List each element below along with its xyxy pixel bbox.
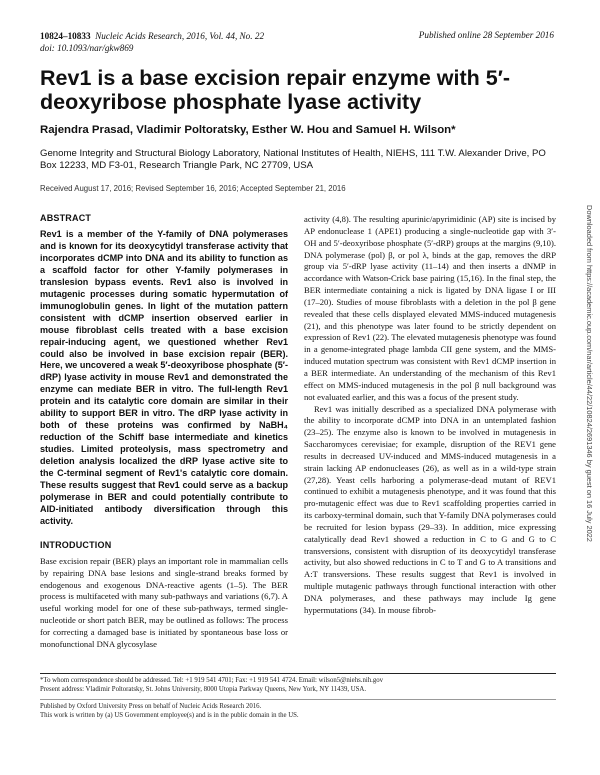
present-address-note: Present address: Vladimir Poltoratsky, St. Johns University, 8000 Utopia Parkway Queens, New York, NY 11439, USA. (40, 686, 367, 694)
introduction-heading: INTRODUCTION (40, 539, 112, 550)
journal-citation: Nucleic Acids Research, 2016, Vol. 44, No. 22 (95, 31, 265, 41)
publisher-line: Published by Oxford University Press on behalf of Nucleic Acids Research 2016. (40, 703, 262, 710)
publisher-notice (40, 702, 556, 720)
download-watermark-text: Downloaded from https://academic.oup.com/nar/article/44/22/10824/2691346 by guest on 16 July 2022 (585, 205, 594, 542)
intro-paragraph-2: Rev1 was initially described as a specialized DNA polymerase with the ability to incorporate dCMP into DNA in an untemplated fashion (23–25). The enzyme also is known to be involved in mutagenesis in Saccharomyces cerevisiae; for example, disruption of the REV1 gene results in decreased UV-induced and MMS-induced mutagenesis in a strain lacking AP endonucleases (26), as well as in a wild-type strain (27,28). Yeast cells harboring a polymerase-dead mutant of REV1 continued to exhibit a mutagenesis phenotype, and it was found that this pro-mutagenic effect was due to Rev1 scaffolding properties carried in its carboxy-terminal domain, such that Y-family DNA polymerases could be recruited for lesion bypass (29–33). In addition, mice expressing catalytically dead Rev1 showed a reduction in C to G and G to C transversions, consistent with disruption of its deoxycytidyl transferase activity, but also showed reductions in C to T and G to A transitions and A:T transversions. These results suggest that Rev1 is involved in multiple mutagenic pathways through functional interaction with other DNA polymerases, and these pathways may include Ig gene hypermutations (34). In mouse fibrob- (304, 403, 556, 615)
corresponding-author-note: *To whom correspondence should be addressed. Tel: +1 919 541 4701; Fax: +1 919 541 4724. Email: wilson5@niehs.nih.gov (40, 677, 384, 684)
journal-header (40, 30, 264, 54)
abstract-body: Rev1 is a member of the Y-family of DNA polymerases and is known for its deoxycytidyl transferase activity that incorporates dCMP into DNA and its ability to function as a scaffold factor for other Y-family polymerases in translesion bypass events. Rev1 also is involved in mutagenic processes during somatic hypermutation of immunoglobulin genes. In light of the mutation pattern consistent with dCMP insertion observed earlier in mouse fibroblast cells treated with a base excision repair-inducing agent, we questioned whether Rev1 could also be involved in base excision repair (BER). Here, we uncovered a weak 5′-deoxyribose phosphate (5′-dRP) lyase activity in mouse Rev1 and demonstrated the enzyme can mediate BER in vitro. The full-length Rev1 protein and its catalytic core domain are similar in their ability to support BER in vitro. The dRP lyase activity in both of these proteins was confirmed by NaBH₄ reduction of the Schiff base intermediate and kinetics studies. Limited proteolysis, mass spectrometry and deletion analysis localized the dRP lyase active site to the C-terminal segment of Rev1's catalytic core domain. These results suggest that Rev1 could serve as a backup polymerase in BER and could potentially contribute to AID-initiated antibody diversification through this activity. (40, 229, 288, 526)
introduction-body: Base excision repair (BER) plays an important role in mammalian cells by repairing DNA base lesions and single-strand breaks formed by endogenous and exogenous DNA-reactive agents (1–5). The BER process is multifaceted with many sub-pathways and variations (6,7). A useful working model for one of these sub-pathways, termed single-nucleotide or short patch BER, may be outlined as follows: The process for correcting a damaged base is initiated by spontaneous base loss or monofunctional DNA glycosylase (40, 555, 288, 649)
left-column (40, 213, 288, 651)
footnotes (40, 676, 556, 694)
footnote-divider (40, 673, 556, 674)
doi-link[interactable]: doi: 10.1093/nar/gkw869 (40, 43, 134, 53)
copyright-line: This work is written by (a) US Government employee(s) and is in the public domain in the US. (40, 712, 299, 720)
publication-date: Published online 28 September 2016 (418, 30, 554, 40)
article-title: Rev1 is a base excision repair enzyme with 5′-deoxyribose phosphate lyase activity (40, 66, 511, 114)
intro-paragraph-1: activity (4,8). The resulting apurinic/apyrimidinic (AP) site is incised by AP endonuclease 1 (APE1) producing a single-nucleotide gap with 3′-OH and 5′-deoxyribose phosphate (5′-dRP) groups at the margins (9,10). DNA polymerase (pol) β, or pol λ, binds at the gap, removes the dRP group via 5′-dRP lyase activity (11–14) and then inserts a dNMP in accordance with Watson-Crick base pairing (15,16). In the final step, the BER intermediate containing a nick is ligated by DNA ligase I or III (17–20). Studies of mouse fibroblasts with a deletion in the pol β gene revealed that these cells displayed elevated MMS-induced mutagenesis (21), and this phenotype was later found to be strictly dependent on expression of Rev1 (22). The elevated mutagenesis phenotype was found in a genome-integrated phage lambda CII gene system, and the MMS-induced mutation spectrum was consistent with Rev1 dCMP insertion in a BER intermediate. An understanding of the mechanism of this Rev1 effect on MMS-induced mutagenesis in the pol β null background was not evaluated earlier, and this was a focus of the present study. (304, 214, 556, 402)
download-watermark (584, 205, 594, 645)
submission-dates: Received August 17, 2016; Revised September 16, 2016; Accepted September 21, 2016 (40, 184, 346, 193)
right-column (304, 214, 556, 617)
publisher-divider (40, 699, 556, 700)
author-list: Rajendra Prasad, Vladimir Poltoratsky, Esther W. Hou and Samuel H. Wilson* (40, 124, 456, 136)
page-range: 10824–10833 (40, 31, 91, 41)
affiliation: Genome Integrity and Structural Biology Laboratory, National Institutes of Health, NIEHS, 111 T.W. Alexander Drive, PO Box 12233, MD F3-01, Research Triangle Park, NC 27709, USA (40, 148, 546, 172)
abstract-heading: ABSTRACT (40, 213, 92, 223)
